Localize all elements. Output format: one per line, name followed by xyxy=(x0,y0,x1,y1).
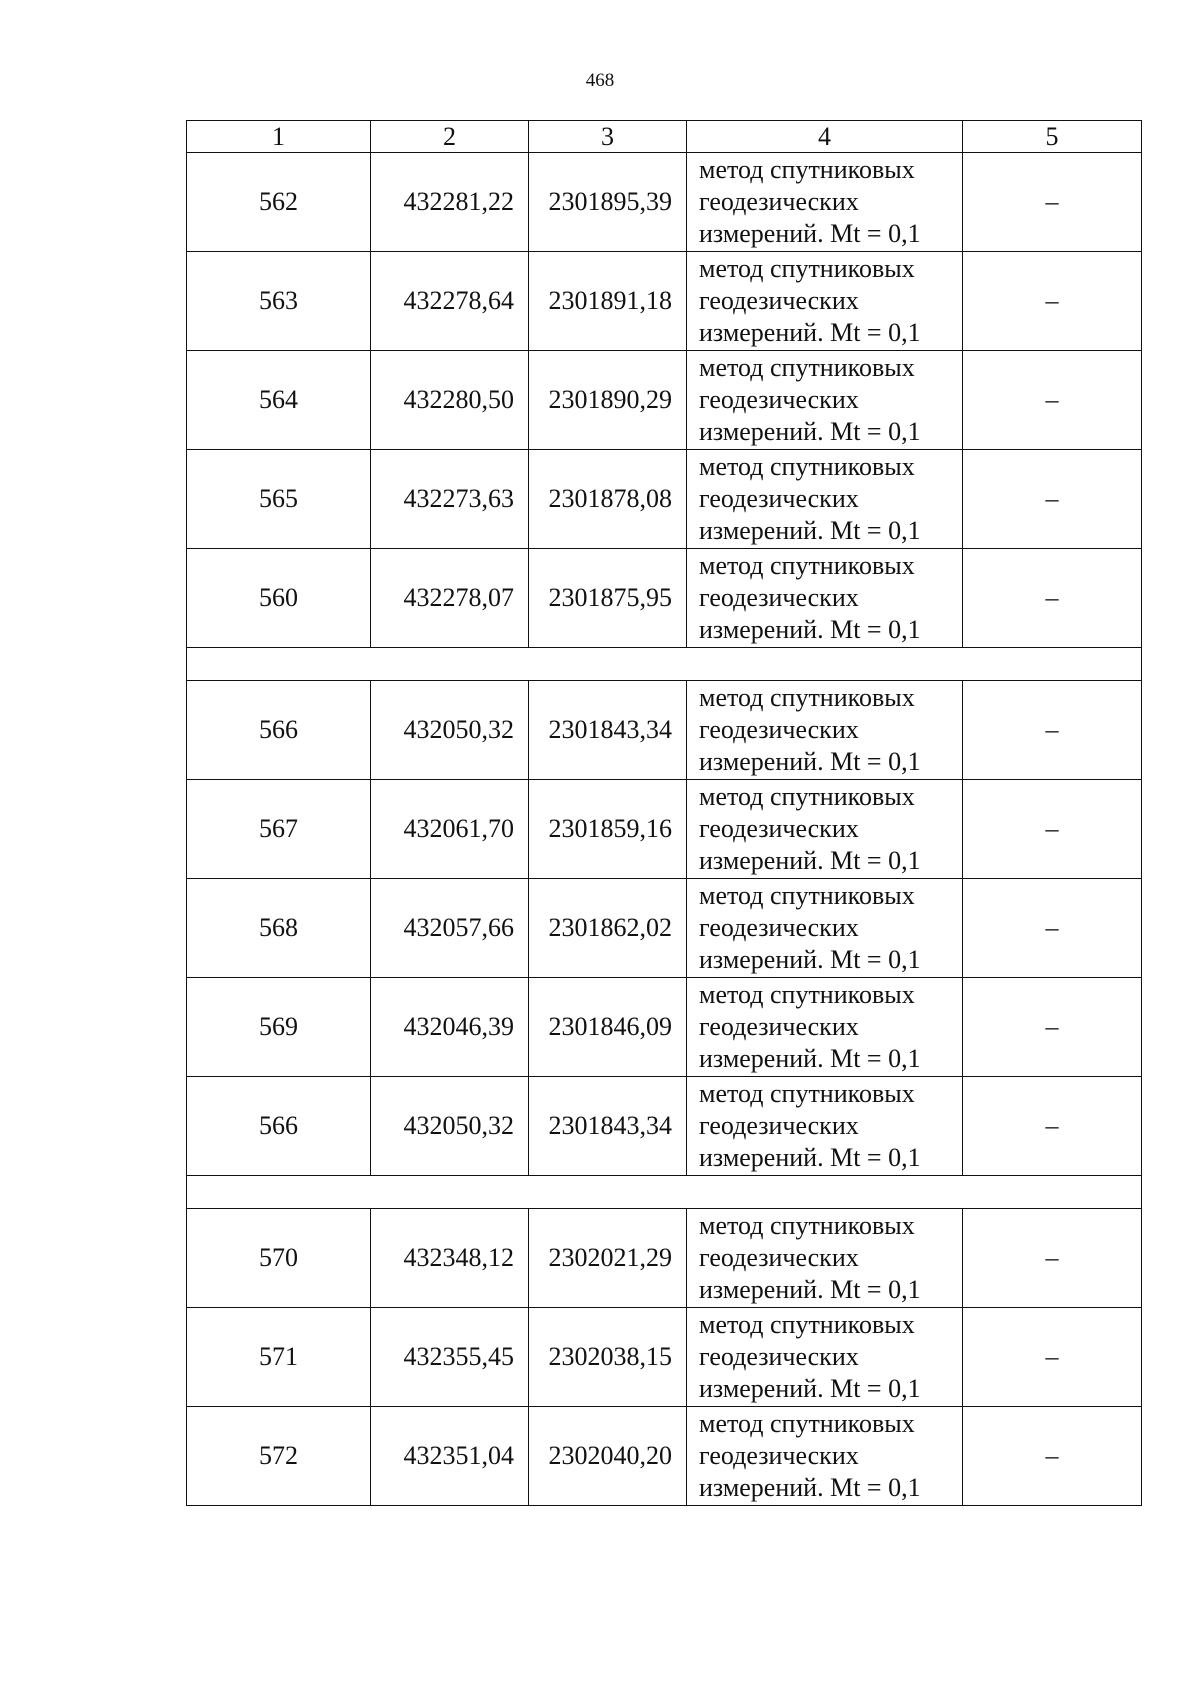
column-5-cell: – xyxy=(963,549,1142,648)
method-line: измерений. Mt = 0,1 xyxy=(699,1473,921,1502)
point-number-cell: 566 xyxy=(187,1077,371,1176)
x-coordinate-cell: 432280,50 xyxy=(371,351,529,450)
point-number-cell: 572 xyxy=(187,1407,371,1506)
method-line: измерений. Mt = 0,1 xyxy=(699,1143,921,1172)
x-coordinate-cell: 432281,22 xyxy=(371,153,529,252)
table-row xyxy=(187,1209,1142,1308)
header-col-1: 1 xyxy=(187,121,371,153)
table-body xyxy=(187,121,1142,1506)
point-number-cell: 563 xyxy=(187,252,371,351)
method-cell xyxy=(687,879,963,978)
method-line: геодезических xyxy=(699,583,859,612)
point-number-cell: 562 xyxy=(187,153,371,252)
header-col-3: 3 xyxy=(529,121,687,153)
method-cell xyxy=(687,252,963,351)
method-line: геодезических xyxy=(699,913,859,942)
method-cell xyxy=(687,549,963,648)
method-line: измерений. Mt = 0,1 xyxy=(699,747,921,776)
page-number: 468 xyxy=(585,70,615,91)
column-5-cell: – xyxy=(963,1407,1142,1506)
point-number-cell: 565 xyxy=(187,450,371,549)
method-cell xyxy=(687,450,963,549)
table-row xyxy=(187,252,1142,351)
x-coordinate-cell: 432278,64 xyxy=(371,252,529,351)
method-cell xyxy=(687,1077,963,1176)
method-line: измерений. Mt = 0,1 xyxy=(699,1275,921,1304)
column-5-cell: – xyxy=(963,450,1142,549)
method-line: метод спутниковых xyxy=(699,155,915,184)
method-line: метод спутниковых xyxy=(699,551,915,580)
method-cell xyxy=(687,681,963,780)
method-line: метод спутниковых xyxy=(699,881,915,910)
header-row xyxy=(187,121,1142,153)
y-coordinate-cell: 2301862,02 xyxy=(529,879,687,978)
y-coordinate-cell: 2301891,18 xyxy=(529,252,687,351)
method-cell xyxy=(687,780,963,879)
table-row xyxy=(187,780,1142,879)
method-line: измерений. Mt = 0,1 xyxy=(699,219,921,248)
method-line: измерений. Mt = 0,1 xyxy=(699,945,921,974)
y-coordinate-cell: 2301843,34 xyxy=(529,681,687,780)
table-row xyxy=(187,153,1142,252)
x-coordinate-cell: 432050,32 xyxy=(371,681,529,780)
column-5-cell: – xyxy=(963,978,1142,1077)
method-line: геодезических xyxy=(699,1342,859,1371)
table-row xyxy=(187,1077,1142,1176)
x-coordinate-cell: 432351,04 xyxy=(371,1407,529,1506)
x-coordinate-cell: 432278,07 xyxy=(371,549,529,648)
table-row xyxy=(187,681,1142,780)
y-coordinate-cell: 2301875,95 xyxy=(529,549,687,648)
point-number-cell: 566 xyxy=(187,681,371,780)
method-line: измерений. Mt = 0,1 xyxy=(699,516,921,545)
method-line: геодезических xyxy=(699,1012,859,1041)
column-5-cell: – xyxy=(963,153,1142,252)
method-line: геодезических xyxy=(699,187,859,216)
table-row xyxy=(187,549,1142,648)
method-line: геодезических xyxy=(699,1441,859,1470)
y-coordinate-cell: 2301846,09 xyxy=(529,978,687,1077)
method-line: геодезических xyxy=(699,1243,859,1272)
column-5-cell: – xyxy=(963,1209,1142,1308)
method-line: измерений. Mt = 0,1 xyxy=(699,417,921,446)
method-cell xyxy=(687,1407,963,1506)
column-5-cell: – xyxy=(963,1308,1142,1407)
group-separator-row xyxy=(187,648,1142,681)
table-row xyxy=(187,450,1142,549)
y-coordinate-cell: 2301878,08 xyxy=(529,450,687,549)
method-line: геодезических xyxy=(699,286,859,315)
y-coordinate-cell: 2301890,29 xyxy=(529,351,687,450)
method-cell xyxy=(687,1308,963,1407)
method-line: геодезических xyxy=(699,814,859,843)
method-line: геодезических xyxy=(699,484,859,513)
column-5-cell: – xyxy=(963,780,1142,879)
table-row xyxy=(187,351,1142,450)
table-row xyxy=(187,1407,1142,1506)
method-line: измерений. Mt = 0,1 xyxy=(699,318,921,347)
y-coordinate-cell: 2301859,16 xyxy=(529,780,687,879)
method-line: метод спутниковых xyxy=(699,683,915,712)
method-cell xyxy=(687,351,963,450)
group-separator-cell xyxy=(187,648,1142,681)
method-line: геодезических xyxy=(699,715,859,744)
point-number-cell: 568 xyxy=(187,879,371,978)
header-col-5: 5 xyxy=(963,121,1142,153)
header-col-4: 4 xyxy=(687,121,963,153)
y-coordinate-cell: 2302040,20 xyxy=(529,1407,687,1506)
method-line: метод спутниковых xyxy=(699,1211,915,1240)
y-coordinate-cell: 2301843,34 xyxy=(529,1077,687,1176)
method-line: метод спутниковых xyxy=(699,452,915,481)
point-number-cell: 570 xyxy=(187,1209,371,1308)
column-5-cell: – xyxy=(963,1077,1142,1176)
method-line: метод спутниковых xyxy=(699,1079,915,1108)
x-coordinate-cell: 432061,70 xyxy=(371,780,529,879)
point-number-cell: 569 xyxy=(187,978,371,1077)
method-line: метод спутниковых xyxy=(699,353,915,382)
method-cell xyxy=(687,153,963,252)
table-row xyxy=(187,1308,1142,1407)
x-coordinate-cell: 432355,45 xyxy=(371,1308,529,1407)
method-line: метод спутниковых xyxy=(699,254,915,283)
column-5-cell: – xyxy=(963,681,1142,780)
point-number-cell: 564 xyxy=(187,351,371,450)
x-coordinate-cell: 432046,39 xyxy=(371,978,529,1077)
y-coordinate-cell: 2301895,39 xyxy=(529,153,687,252)
y-coordinate-cell: 2302038,15 xyxy=(529,1308,687,1407)
column-5-cell: – xyxy=(963,879,1142,978)
y-coordinate-cell: 2302021,29 xyxy=(529,1209,687,1308)
method-cell xyxy=(687,1209,963,1308)
point-number-cell: 567 xyxy=(187,780,371,879)
table-row xyxy=(187,978,1142,1077)
method-line: геодезических xyxy=(699,1111,859,1140)
point-number-cell: 571 xyxy=(187,1308,371,1407)
header-col-2: 2 xyxy=(371,121,529,153)
method-cell xyxy=(687,978,963,1077)
point-number-cell: 560 xyxy=(187,549,371,648)
x-coordinate-cell: 432050,32 xyxy=(371,1077,529,1176)
x-coordinate-cell: 432273,63 xyxy=(371,450,529,549)
method-line: метод спутниковых xyxy=(699,1409,915,1438)
table-row xyxy=(187,879,1142,978)
method-line: измерений. Mt = 0,1 xyxy=(699,1044,921,1073)
group-separator-cell xyxy=(187,1176,1142,1209)
x-coordinate-cell: 432348,12 xyxy=(371,1209,529,1308)
method-line: измерений. Mt = 0,1 xyxy=(699,846,921,875)
method-line: измерений. Mt = 0,1 xyxy=(699,1374,921,1403)
method-line: метод спутниковых xyxy=(699,782,915,811)
method-line: геодезических xyxy=(699,385,859,414)
coordinates-table xyxy=(186,120,1142,1506)
column-5-cell: – xyxy=(963,351,1142,450)
group-separator-row xyxy=(187,1176,1142,1209)
column-5-cell: – xyxy=(963,252,1142,351)
method-line: метод спутниковых xyxy=(699,980,915,1009)
x-coordinate-cell: 432057,66 xyxy=(371,879,529,978)
method-line: измерений. Mt = 0,1 xyxy=(699,615,921,644)
method-line: метод спутниковых xyxy=(699,1310,915,1339)
